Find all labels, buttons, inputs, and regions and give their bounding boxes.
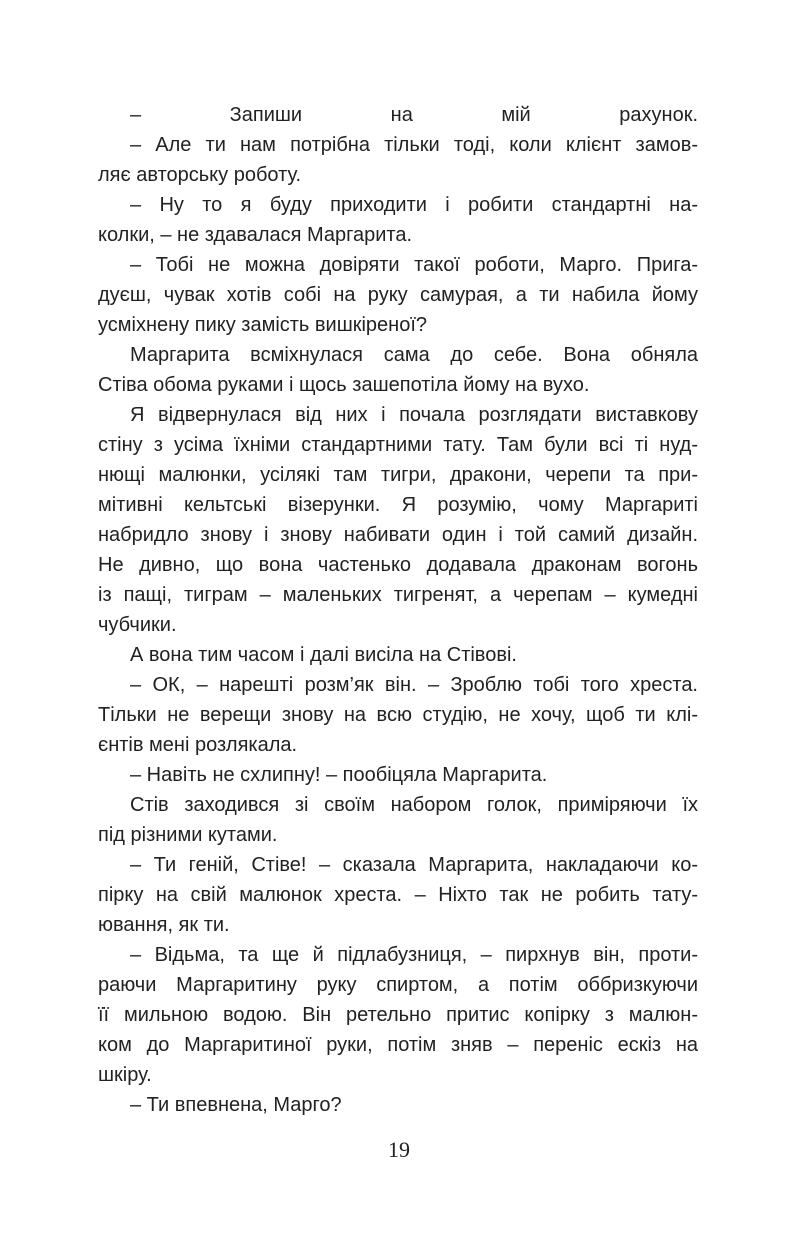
text-line: із пащі, тиграм – маленьких тигренят, а черепам – кумедні [98,584,698,606]
text-line: – Запиши на мій рахунок. [130,104,698,126]
text-line: – ОК, – нарешті розм’як він. – Зроблю тобі того хреста. [130,674,698,696]
text-line: Маргарита всміхнулася сама до себе. Вона обняла [130,344,698,366]
text-line: єнтів мені розлякала. [98,734,298,756]
text-line: чубчики. [98,614,177,636]
text-line: – Ну то я буду приходити і робити стандартні на- [130,194,698,216]
text-line: – Відьма, та ще й підлабузниця, – пирхнув він, проти- [130,944,698,966]
text-line: Я відвернулася від них і почала розглядати виставкову [130,404,698,426]
text-line: пірку на свій малюнок хреста. – Ніхто так не робить тату- [98,884,698,906]
text-line: усміхнену пику замість вишкіреної? [98,314,428,336]
page-number: 19 [388,1137,410,1162]
text-line: дуєш, чувак хотів собі на руку самурая, а ти набила йому [98,284,698,306]
text-line: під різними кутами. [98,824,278,846]
text-line: – Навіть не схлипну! – пообіцяла Маргарита. [130,764,548,786]
text-line: набридло знову і знову набивати один і той самий дизайн. [98,524,698,546]
text-line: ювання, як ти. [98,914,230,936]
text-line: нющі малюнки, усілякі там тигри, дракони, черепи та при- [98,464,698,486]
text-line: ком до Маргаритиної руки, потім зняв – переніс ескіз на [98,1034,698,1056]
text-line: Стіва обома руками і щось зашепотіла йому на вухо. [98,374,590,396]
text-line: колки, – не здавалася Маргарита. [98,224,413,246]
text-line: Тільки не верещи знову на всю студію, не хочу, щоб ти клі- [98,704,698,726]
body-text [98,100,698,1120]
text-line: – Ти геній, Стіве! – сказала Маргарита, накладаючи ко- [130,854,698,876]
text-line: А вона тим часом і далі висіла на Стівові. [130,644,517,666]
text-line: Стів заходився зі своїм набором голок, приміряючи їх [130,794,698,816]
text-line: Не дивно, що вона частенько додавала драконам вогонь [98,554,698,576]
text-line: її мильною водою. Він ретельно притис копірку з малюн- [98,1004,698,1026]
text-line: шкіру. [98,1064,152,1086]
text-line: мітивні кельтські візерунки. Я розумію, чому Маргариті [98,494,698,516]
text-line: ляє авторську роботу. [98,164,302,186]
text-line: – Але ти нам потрібна тільки тоді, коли клієнт замов- [130,134,698,156]
text-line: стіну з усіма їхніми стандартними тату. Там були всі ті нуд- [98,434,698,456]
text-line: – Ти впевнена, Марго? [130,1094,342,1116]
text-line: – Тобі не можна довіряти такої роботи, Марго. Прига- [130,254,698,276]
text-line: раючи Маргаритину руку спиртом, а потім оббризкуючи [98,974,698,996]
